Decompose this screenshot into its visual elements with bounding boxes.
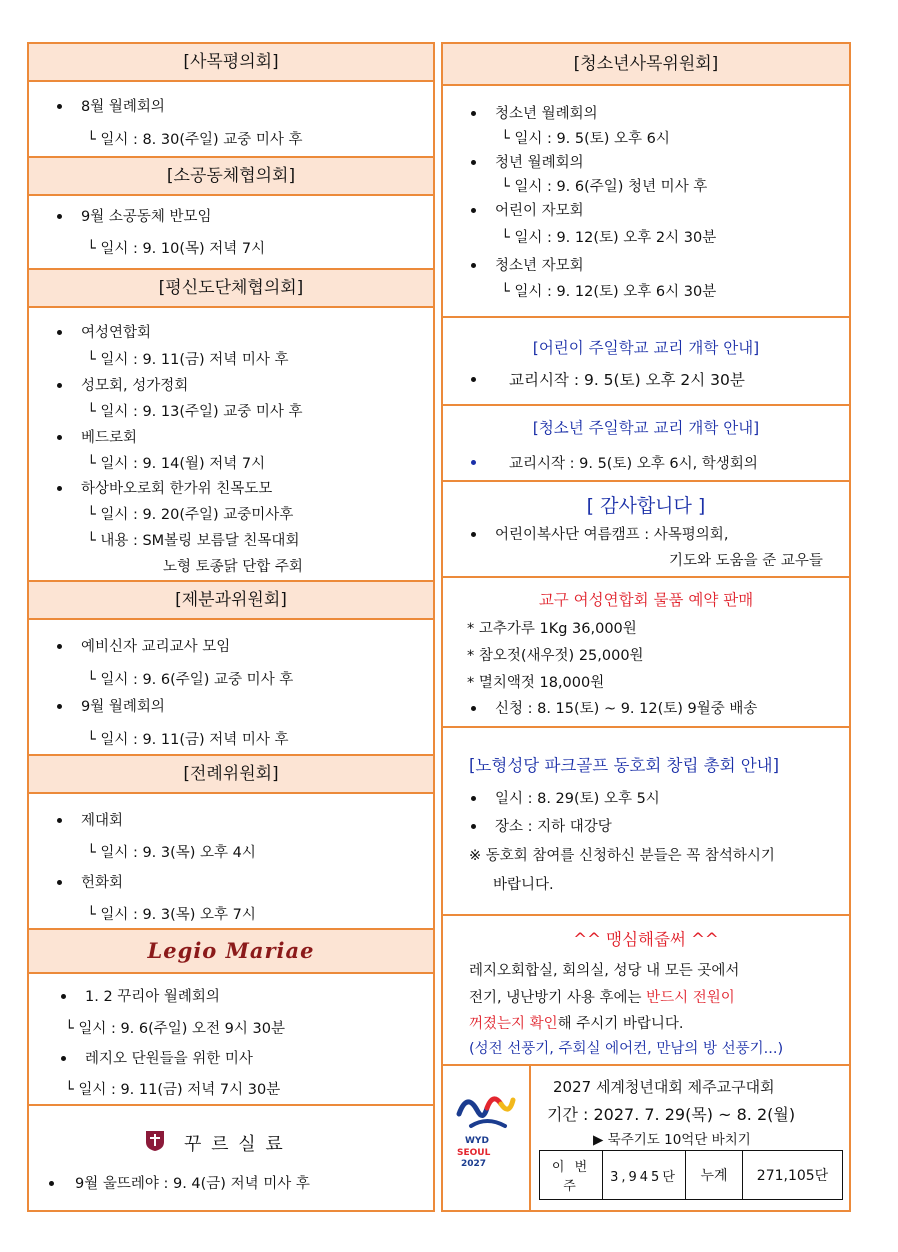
notice-emphasis: 꺼졌는지 확인 xyxy=(469,1016,558,1032)
list-item: 성모회, 성가정회 xyxy=(81,378,189,394)
notice-line xyxy=(469,1012,684,1033)
list-item: * 멸치액젓 18,000원 xyxy=(467,675,605,691)
bullet xyxy=(61,1056,66,1061)
list-item: 레지오 단원들을 위한 미사 xyxy=(85,1051,253,1067)
wyd-logo-text: SEOUL xyxy=(457,1148,491,1158)
list-detail: 노형 토종닭 단합 주회 xyxy=(163,559,303,575)
bullet xyxy=(57,435,62,440)
list-item: 베드로회 xyxy=(81,430,138,446)
bullet xyxy=(57,818,62,823)
list-item: 어린이 자모회 xyxy=(495,203,584,219)
list-detail: └ 일시 : 9. 3(목) 오후 4시 xyxy=(87,845,256,861)
bullet xyxy=(49,1181,54,1186)
list-item: 청년 월례회의 xyxy=(495,155,584,171)
list-item: 1. 2 꾸리아 월례회의 xyxy=(85,989,220,1005)
list-item: 청소년 월례회의 xyxy=(495,106,598,122)
list-item: * 고추가루 1Kg 36,000원 xyxy=(467,621,637,637)
bullet xyxy=(61,994,66,999)
list-detail: └ 일시 : 9. 6(주일) 청년 미사 후 xyxy=(501,179,708,195)
bullet xyxy=(471,208,476,213)
section-jeollye xyxy=(29,754,433,928)
legio-mariae-title: Legio Mariae xyxy=(147,938,315,963)
list-detail: └ 일시 : 9. 20(주일) 교중미사후 xyxy=(87,507,294,523)
cursillo-emblem-icon xyxy=(145,1130,165,1152)
section-youth xyxy=(443,44,849,316)
bullet xyxy=(471,160,476,165)
section-samok xyxy=(29,44,433,156)
list-detail: └ 일시 : 9. 6(주일) 오전 9시 30분 xyxy=(65,1021,285,1037)
bullet xyxy=(471,706,476,711)
section-pyeongsindo xyxy=(29,268,433,580)
section-teen-school xyxy=(443,404,849,480)
section-golf xyxy=(443,726,849,914)
list-detail: └ 일시 : 9. 11(금) 저녁 미사 후 xyxy=(87,732,289,748)
list-detail: └ 일시 : 9. 3(목) 오후 7시 xyxy=(87,907,256,923)
wyd-prayer: ▶ 묵주기도 10억단 바치기 xyxy=(593,1132,751,1148)
list-item: 헌화회 xyxy=(81,875,124,891)
section-notice xyxy=(443,914,849,1064)
notice-text: 해 주시기 바랍니다. xyxy=(557,1016,684,1032)
list-item: 신청 : 8. 15(토) ~ 9. 12(토) 9월중 배송 xyxy=(495,701,758,717)
section-title: [소공동체협의회] xyxy=(29,158,433,196)
list-detail: └ 일시 : 9. 6(주일) 교중 미사 후 xyxy=(87,672,294,688)
list-detail: └ 일시 : 9. 10(목) 저녁 7시 xyxy=(87,241,266,257)
bullet xyxy=(57,214,62,219)
wyd-title: 2027 세계청년대회 제주교구대회 xyxy=(553,1078,775,1096)
section-title: [전례위원회] xyxy=(29,756,433,794)
bullet xyxy=(57,104,62,109)
list-detail: └ 일시 : 9. 12(토) 오후 2시 30분 xyxy=(501,230,717,246)
section-legio xyxy=(29,928,433,1104)
list-item: 교리시작 : 9. 5(토) 오후 2시 30분 xyxy=(509,371,745,389)
wyd-logo-text: 2027 xyxy=(461,1159,487,1169)
rosary-tally-table xyxy=(539,1150,843,1200)
tally-week-label: 이 번 주 xyxy=(540,1151,603,1200)
section-title: [어린이 주일학교 교리 개학 안내] xyxy=(532,339,760,357)
list-detail: └ 일시 : 9. 14(월) 저녁 7시 xyxy=(87,456,266,472)
list-item: 여성연합회 xyxy=(81,325,152,341)
section-title: [노형성당 파크골프 동호회 창립 총회 안내] xyxy=(469,756,780,775)
bullet xyxy=(57,486,62,491)
note: ※ 동호회 참여를 신청하신 분들은 꼭 참석하시기 xyxy=(469,848,775,864)
section-title: ^^ 맹심해줍써 ^^ xyxy=(573,930,719,949)
bullet xyxy=(471,263,476,268)
list-item: 9월 월례회의 xyxy=(81,699,165,715)
list-detail: └ 일시 : 8. 30(주일) 교중 미사 후 xyxy=(87,132,303,148)
list-item: 8월 월례회의 xyxy=(81,99,165,115)
section-wyd xyxy=(443,1064,849,1210)
bullet xyxy=(471,460,476,465)
list-detail: └ 일시 : 9. 5(토) 오후 6시 xyxy=(501,131,670,147)
list-item: 9월 소공동체 반모임 xyxy=(81,209,212,225)
list-item: 예비신자 교리교사 모임 xyxy=(81,639,231,655)
list-detail: 기도와 도움을 준 교우들 xyxy=(669,553,823,569)
bullet xyxy=(57,704,62,709)
bullet xyxy=(471,532,476,537)
bullet xyxy=(471,377,476,382)
bullet xyxy=(471,111,476,116)
section-title: [청소년 주일학교 교리 개학 안내] xyxy=(532,419,760,437)
section-title: 교구 여성연합회 물품 예약 판매 xyxy=(538,591,754,609)
wyd-logo-icon xyxy=(453,1086,519,1140)
right-column xyxy=(441,42,851,1212)
bullet xyxy=(471,824,476,829)
list-item: 하상바오로회 한가위 친목도모 xyxy=(81,481,273,497)
section-title xyxy=(29,930,433,974)
notice-emphasis: 반드시 전원이 xyxy=(646,990,735,1006)
list-detail: └ 일시 : 9. 13(주일) 교중 미사 후 xyxy=(87,404,303,420)
section-title: [ 감사합니다 ] xyxy=(586,495,706,517)
section-title: 꾸 르 실 료 xyxy=(184,1134,285,1155)
section-title: [청소년사목위원회] xyxy=(443,44,849,86)
list-item: 일시 : 8. 29(토) 오후 5시 xyxy=(495,791,660,807)
list-detail: └ 일시 : 9. 12(토) 오후 6시 30분 xyxy=(501,284,717,300)
list-detail: └ 일시 : 9. 11(금) 저녁 7시 30분 xyxy=(65,1082,281,1098)
notice-line xyxy=(469,986,735,1007)
list-item: 교리시작 : 9. 5(토) 오후 6시, 학생회의 xyxy=(509,456,758,472)
bullet xyxy=(57,644,62,649)
list-item: 어린이복사단 여름캠프 : 사목평의회, xyxy=(495,527,729,543)
section-title: [사목평의회] xyxy=(29,44,433,82)
list-item: * 참오젓(새우젓) 25,000원 xyxy=(467,648,644,664)
bullet xyxy=(57,383,62,388)
section-child-school xyxy=(443,316,849,404)
section-jebungwa xyxy=(29,580,433,754)
section-title: [제분과위원회] xyxy=(29,582,433,620)
notice-line: (성전 선풍기, 주회실 에어컨, 만남의 방 선풍기...) xyxy=(469,1041,784,1057)
bullet xyxy=(471,796,476,801)
wyd-logo-text: WYD xyxy=(465,1136,489,1146)
list-detail: └ 일시 : 9. 11(금) 저녁 미사 후 xyxy=(87,352,289,368)
section-title: [평신도단체협의회] xyxy=(29,270,433,308)
note: 바랍니다. xyxy=(493,877,554,893)
bullet xyxy=(57,330,62,335)
tally-total-value: 271,105단 xyxy=(743,1151,843,1200)
left-column xyxy=(27,42,435,1212)
section-kkureu xyxy=(29,1104,433,1210)
section-sogongdong xyxy=(29,156,433,268)
tally-total-label: 누계 xyxy=(686,1151,743,1200)
notice-line: 레지오회합실, 회의실, 성당 내 모든 곳에서 xyxy=(469,963,740,979)
section-thanks xyxy=(443,480,849,576)
list-item: 9월 울뜨레야 : 9. 4(금) 저녁 미사 후 xyxy=(75,1176,310,1192)
bullet xyxy=(57,880,62,885)
list-detail: └ 내용 : SM볼링 보름달 친목대회 xyxy=(87,533,300,549)
list-item: 제대회 xyxy=(81,813,124,829)
section-sale xyxy=(443,576,849,726)
wyd-period: 기간 : 2027. 7. 29(목) ~ 8. 2(월) xyxy=(547,1105,796,1124)
list-item: 장소 : 지하 대강당 xyxy=(495,819,612,835)
list-item: 청소년 자모회 xyxy=(495,258,584,274)
tally-week-value: 3,945단 xyxy=(603,1151,686,1200)
notice-text: 전기, 냉난방기 사용 후에는 xyxy=(469,990,647,1006)
divider xyxy=(529,1066,531,1210)
